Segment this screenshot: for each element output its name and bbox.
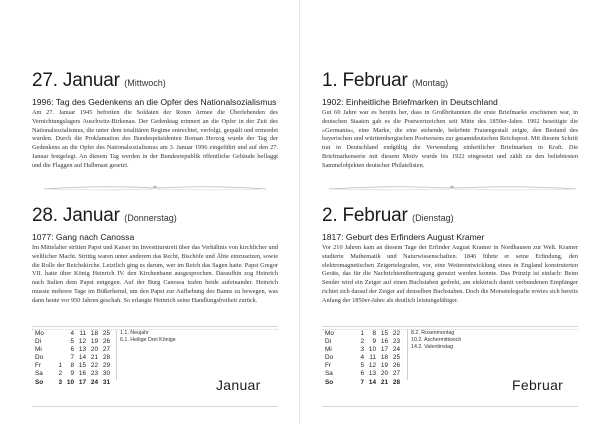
- entry-headline: 1817: Geburt des Erfinders August Kramer: [322, 232, 485, 242]
- calendar-day-number: 3: [58, 378, 62, 386]
- weekday-label: Do: [325, 354, 334, 362]
- calendar-day-number: 25: [102, 330, 110, 337]
- entry-day: 27. Januar: [32, 70, 120, 91]
- calendar-day-number: 20: [90, 346, 98, 354]
- calendar-empty-cell: [340, 362, 352, 370]
- mini-calendar-rows: [35, 330, 110, 387]
- calendar-day-number: 11: [79, 330, 86, 337]
- calendar-empty-cell: [50, 354, 62, 362]
- entry-body: Gut 60 Jahre war es bereits her, dass in Großbritannien die erste Briefmarke erschienen war, in deutschen Staaten gab es die Postwertzeichen seit Mitte des 1850er-Jahre. 1902 beseitigte die »Germania«, eine Marke, die eine stehende, bekrönte Frauengestalt zeigte, den Bestand des bayerischen und württembergischen Postwesens zur gesamtdeutschen Reichspost. Mit diesem Schritt trat in Deutschland endgültig die Verwendung einheitlicher Briefmarken in Kraft. Die Briefmarkenserie mit diesem Motiv wurde bis 1922 eingesetzt und zählt zu den beliebtesten Sammelobjekten deutscher Philatelisten.: [322, 109, 578, 169]
- calendar-day-number: 4: [70, 330, 74, 337]
- calendar-day-number: 12: [78, 338, 86, 346]
- calendar-day-number: 14: [78, 354, 86, 362]
- entry-weekday: (Montag): [412, 78, 449, 88]
- calendar-day-number: 4: [360, 354, 364, 362]
- calendar-row: [35, 370, 110, 378]
- calendar-day-number: 1: [58, 362, 62, 370]
- entry-weekday: (Donnerstag): [124, 213, 177, 223]
- entry-headline: 1996: Tag des Gedenkens an die Opfer des Nationalsozialismus: [32, 97, 277, 107]
- calendar-day-number: 17: [78, 378, 86, 386]
- holiday-list: [411, 330, 461, 351]
- divider: [116, 330, 117, 380]
- calendar-day-number: 31: [102, 378, 110, 386]
- calendar-row: [325, 370, 400, 378]
- calendar-day-number: 16: [78, 370, 86, 378]
- entry-date: [322, 205, 578, 227]
- calendar-day-number: 8: [372, 330, 376, 337]
- calendar-day-number: 5: [360, 362, 364, 370]
- calendar-page-february: [300, 0, 600, 424]
- holiday-item: 14.2. Valentinstag: [411, 344, 454, 350]
- calendar-row: [35, 362, 110, 370]
- mini-calendar: [35, 330, 110, 387]
- entry-date: [32, 205, 278, 227]
- calendar-day-number: 15: [78, 362, 86, 370]
- ornament-divider: [40, 183, 270, 193]
- calendar-empty-cell: [50, 330, 62, 338]
- calendar-day-number: 11: [369, 354, 376, 362]
- calendar-empty-cell: [340, 330, 352, 338]
- weekday-label: Mo: [325, 330, 334, 337]
- calendar-day-number: 7: [70, 354, 74, 362]
- calendar-empty-cell: [340, 354, 352, 362]
- calendar-row: [35, 354, 110, 362]
- calendar-day-number: 16: [380, 338, 388, 346]
- entry-date: [32, 70, 278, 92]
- calendar-day-number: 27: [102, 346, 110, 354]
- calendar-day-number: 10: [368, 346, 376, 354]
- calendar-day-number: 7: [360, 378, 364, 386]
- month-name: Januar: [216, 377, 261, 393]
- entry-february-1: [322, 70, 578, 170]
- entry-january-28: [32, 205, 278, 305]
- weekday-label: Mo: [35, 330, 44, 337]
- calendar-row: [325, 330, 400, 338]
- calendar-day-number: 2: [58, 370, 62, 378]
- calendar-day-number: 19: [380, 362, 388, 370]
- divider: [322, 326, 578, 327]
- calendar-day-number: 29: [102, 362, 110, 370]
- calendar-empty-cell: [340, 370, 352, 378]
- calendar-day-number: 15: [380, 330, 388, 337]
- weekday-label: So: [35, 378, 44, 386]
- calendar-day-number: 21: [380, 378, 388, 386]
- entry-february-2: [322, 205, 578, 305]
- weekday-label: So: [325, 378, 334, 386]
- calendar-day-number: 24: [90, 378, 98, 386]
- calendar-day-number: 21: [90, 354, 98, 362]
- calendar-row: [325, 362, 400, 370]
- calendar-day-number: 23: [392, 338, 400, 346]
- entry-headline: 1902: Einheitliche Briefmarken in Deutschland: [322, 97, 498, 107]
- calendar-day-number: 30: [102, 370, 110, 378]
- entry-body: Vor 210 Jahren kam an diesem Tage der Erfinder August Kramer in Nordhausen zur Welt. Kramer studierte Mathematik und Naturwissenschaften. 1846 führte er seine Erfindung, den elektromagnetischen Zeigertelegrafen, vor, eine Weiterentwicklung eines in England konstruierten Geräts, das für die Nachrichtenübertragung genutzt werden konnte. Das Prinzip ist einfach: Beim Sender wird ein Zeiger auf einen Buchstaben gedreht, am elektrisch damit verbundenen Empfänger richtet sich darauf der Zeiger auf denselben Buchstaben. Doch die Morsetelegrafie erwies sich bereits Anfang der 1850er-Jahre als deutlich leistungsfähiger.: [322, 244, 578, 304]
- calendar-day-number: 9: [70, 370, 74, 378]
- calendar-day-number: 25: [392, 354, 400, 362]
- calendar-row: [325, 379, 400, 387]
- calendar-day-number: 20: [380, 370, 388, 378]
- calendar-day-number: 24: [392, 346, 400, 354]
- divider: [32, 326, 278, 327]
- calendar-row: [35, 338, 110, 346]
- calendar-day-number: 18: [90, 330, 98, 337]
- entry-date: [322, 70, 578, 92]
- divider: [32, 406, 278, 407]
- entry-day: 28. Januar: [32, 205, 120, 226]
- calendar-row: [35, 346, 110, 354]
- calendar-day-number: 1: [360, 330, 364, 337]
- calendar-row: [325, 338, 400, 346]
- calendar-day-number: 22: [90, 362, 98, 370]
- entry-headline: 1077: Gang nach Canossa: [32, 232, 135, 242]
- entry-body: Im Mittelalter stritten Papst und Kaiser im Investiturstreit über das Verhältnis von kirchlicher und weltlicher Macht. Strittig waren unter anderem das Recht, Bischöfe und Äbte einzusetzen, sowie die Rolle der Reichskirche. Letztlich ging es darum, wer im Reich das Sagen hatte. Papst Gregor VII. hatte über König Heinrich IV. den Kirchenbann ausgesprochen. Daraufhin zog Heinrich nach Italien dem Papst entgegen. Auf der Burg Canossa trafen beide aufeinander. Heinrich musste mehrere Tage im Büßerhemd, um den Papst zur Aufhebung des Banns zu bewegen, was dann heute vor 950 Jahren geschah. So erlangte Heinrich seine Handlungsfreiheit zurück.: [32, 244, 278, 304]
- entry-body: Am 27. Januar 1945 befreiten die Soldaten der Roten Armee die Überlebenden des Vernichtungslagers Auschwitz-Birkenau. Der Gedenktag erinnert an die Opfer in der Zeit des Nationalsozialismus, die unter dem totalitären Regime entrechtet, verfolgt, gequält und ermordet wurden. Durch die Proklamation des Bundespräsidenten Roman Herzog wurde der Tag der Gedenkens an die Opfer des Nationalsozialismus am 3. Januar 1996 eingeführt und auf den 27. Januar festgelegt. An diesem Tag werden in der Bundesrepublik öffentliche Gebäude beflaggt und die Flaggen auf Halbmast gesetzt.: [32, 109, 278, 169]
- calendar-day-number: 19: [90, 338, 98, 346]
- holiday-item: 1.1. Neujahr: [120, 330, 149, 336]
- weekday-label: Fr: [35, 362, 42, 370]
- calendar-row: [35, 379, 110, 387]
- calendar-day-number: 12: [368, 362, 376, 370]
- calendar-day-number: 10: [66, 378, 74, 386]
- weekday-label: Di: [35, 338, 42, 346]
- calendar-row: [325, 354, 400, 362]
- month-name: Februar: [512, 377, 564, 393]
- calendar-day-number: 6: [70, 346, 74, 354]
- calendar-day-number: 28: [102, 354, 110, 362]
- calendar-day-number: 28: [392, 378, 400, 386]
- calendar-day-number: 17: [380, 346, 388, 354]
- mini-calendar: [325, 330, 400, 387]
- calendar-day-number: 2: [360, 338, 364, 346]
- holiday-item: 8.2. Rosenmontag: [411, 330, 455, 336]
- calendar-row: [35, 330, 110, 338]
- calendar-day-number: 5: [70, 338, 74, 346]
- entry-day: 1. Februar: [322, 70, 408, 91]
- weekday-label: Fr: [325, 362, 332, 370]
- calendar-day-number: 8: [70, 362, 74, 370]
- holiday-item: 10.2. Aschermittwoch: [411, 337, 462, 343]
- calendar-empty-cell: [340, 346, 352, 354]
- calendar-row: [325, 346, 400, 354]
- calendar-empty-cell: [50, 338, 62, 346]
- calendar-day-number: 13: [368, 370, 376, 378]
- entry-day: 2. Februar: [322, 205, 408, 226]
- calendar-day-number: 26: [102, 338, 110, 346]
- calendar-day-number: 6: [360, 370, 364, 378]
- calendar-empty-cell: [340, 338, 352, 346]
- weekday-label: Mi: [325, 346, 332, 354]
- weekday-label: Sa: [325, 370, 333, 378]
- calendar-day-number: 9: [372, 338, 376, 346]
- calendar-day-number: 27: [392, 370, 400, 378]
- calendar-empty-cell: [50, 346, 62, 354]
- calendar-day-number: 22: [392, 330, 400, 337]
- calendar-day-number: 18: [380, 354, 388, 362]
- mini-calendar-rows: [325, 330, 400, 387]
- divider: [322, 406, 578, 407]
- holiday-list: [120, 330, 176, 344]
- calendar-day-number: 26: [392, 362, 400, 370]
- weekday-label: Di: [325, 338, 332, 346]
- weekday-label: Sa: [35, 370, 43, 378]
- entry-weekday: (Dienstag): [412, 213, 454, 223]
- holiday-item: 6.1. Heilige Drei Könige: [120, 337, 176, 343]
- ornament-divider: [325, 183, 580, 193]
- entry-weekday: (Mittwoch): [124, 78, 166, 88]
- weekday-label: Do: [35, 354, 44, 362]
- weekday-label: Mi: [35, 346, 42, 354]
- calendar-empty-cell: [340, 379, 352, 387]
- divider: [407, 330, 408, 380]
- calendar-day-number: 14: [368, 378, 376, 386]
- calendar-day-number: 13: [78, 346, 86, 354]
- calendar-day-number: 3: [360, 346, 364, 354]
- entry-january-27: [32, 70, 278, 170]
- calendar-day-number: 23: [90, 370, 98, 378]
